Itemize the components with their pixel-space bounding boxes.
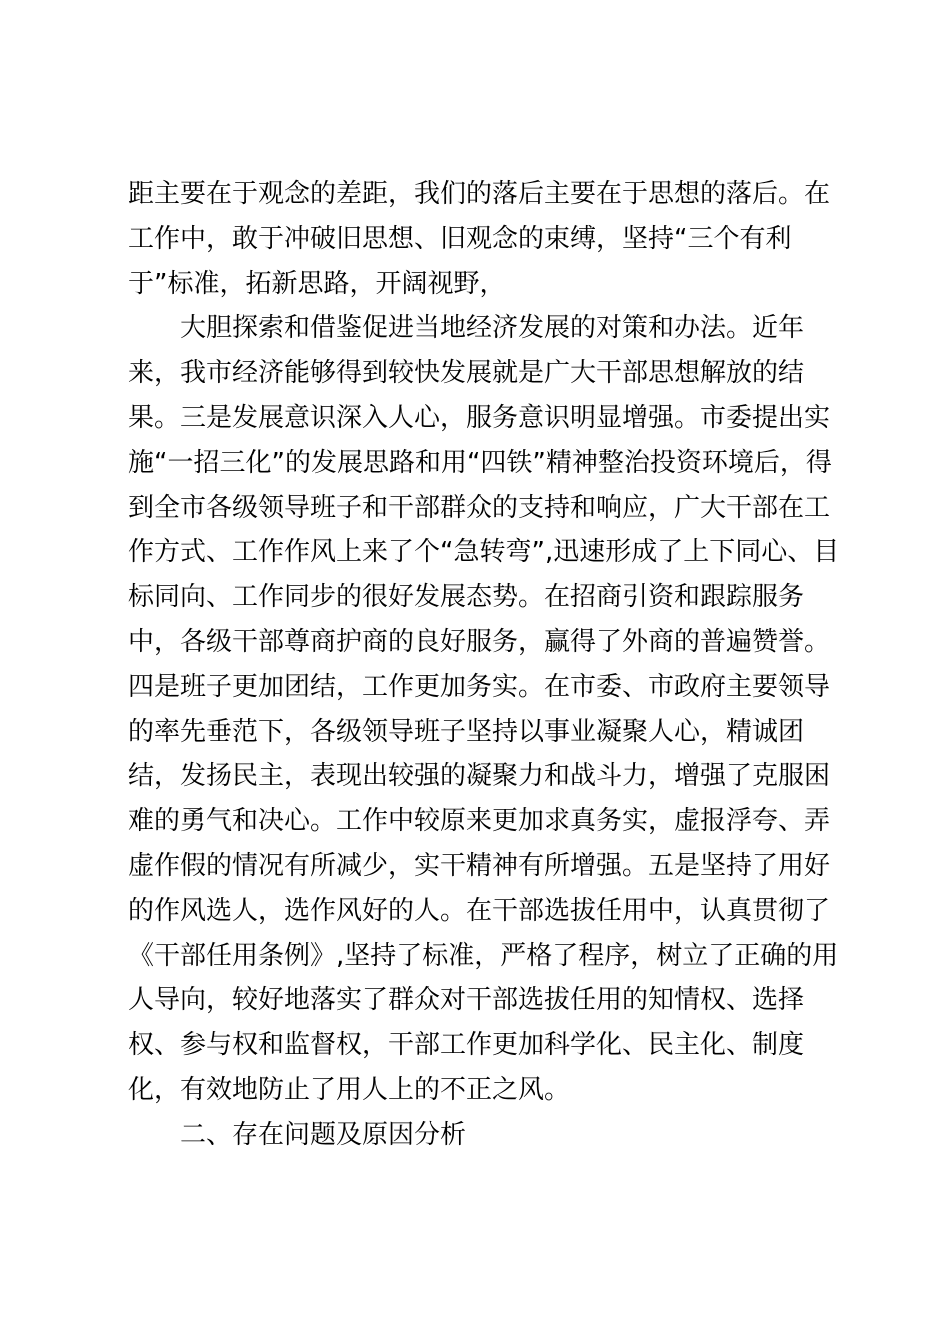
text-line: 权、参与权和监督权，干部工作更加科学化、民主化、制度 (128, 1030, 805, 1061)
heading-text: 二、存在问题及原因分析 (180, 1119, 467, 1150)
text-line: 标同向、工作同步的很好发展态势。在招商引资和跟踪服务 (128, 582, 805, 613)
paragraph-1 (128, 172, 831, 306)
text-line: 距主要在于观念的差距，我们的落后主要在于思想的落后。在 (128, 179, 831, 209)
text-line: 结，发扬民主，表现出较强的凝聚力和战斗力，增强了克服困 (128, 761, 831, 792)
text-line: 工作中，敢于冲破旧思想、旧观念的束缚，坚持“三个有利 (128, 223, 792, 254)
text-line: 大胆探索和借鉴促进当地经济发展的对策和办法。近年 (180, 313, 805, 344)
text-line: 来，我市经济能够得到较快发展就是广大干部思想解放的结 (128, 358, 805, 389)
paragraph-2 (128, 306, 840, 1112)
text-line: 果。三是发展意识深入人心，服务意识明显增强。市委提出实 (128, 402, 831, 433)
text-line: 中，各级干部尊商护商的良好服务，赢得了外商的普遍赞誉。 (128, 626, 831, 657)
text-line: 的作风选人，选作风好的人。在干部选拔任用中，认真贯彻了 (128, 895, 831, 926)
text-line: 人导向，较好地落实了群众对干部选拔任用的知情权、选择 (128, 985, 805, 1016)
text-line: 化，有效地防止了用人上的不正之风。 (128, 1074, 571, 1105)
text-line: 作方式、工作作风上来了个“急转弯”,迅速形成了上下同心、目 (128, 537, 840, 568)
text-line: 难的勇气和决心。工作中较原来更加求真务实，虚报浮夸、弄 (128, 806, 831, 837)
text-line: 四是班子更加团结，工作更加务实。在市委、市政府主要领导 (128, 671, 831, 702)
document-body (128, 172, 840, 1158)
text-line: 的率先垂范下，各级领导班子坚持以事业凝聚人心，精诚团 (128, 716, 805, 747)
section-heading (128, 1113, 828, 1158)
text-line: 虚作假的情况有所减少，实干精神有所增强。五是坚持了用好 (128, 850, 831, 881)
text-line: 《干部任用条例》,坚持了标准，严格了程序，树立了正确的用 (128, 940, 839, 971)
text-line: 施“一招三化”的发展思路和用“四铁”精神整治投资环境后，得 (128, 447, 832, 478)
text-line: 于”标准，拓新思路，开阔视野， (128, 268, 506, 299)
text-line: 到全市各级领导班子和干部群众的支持和响应，广大干部在工 (128, 492, 831, 523)
